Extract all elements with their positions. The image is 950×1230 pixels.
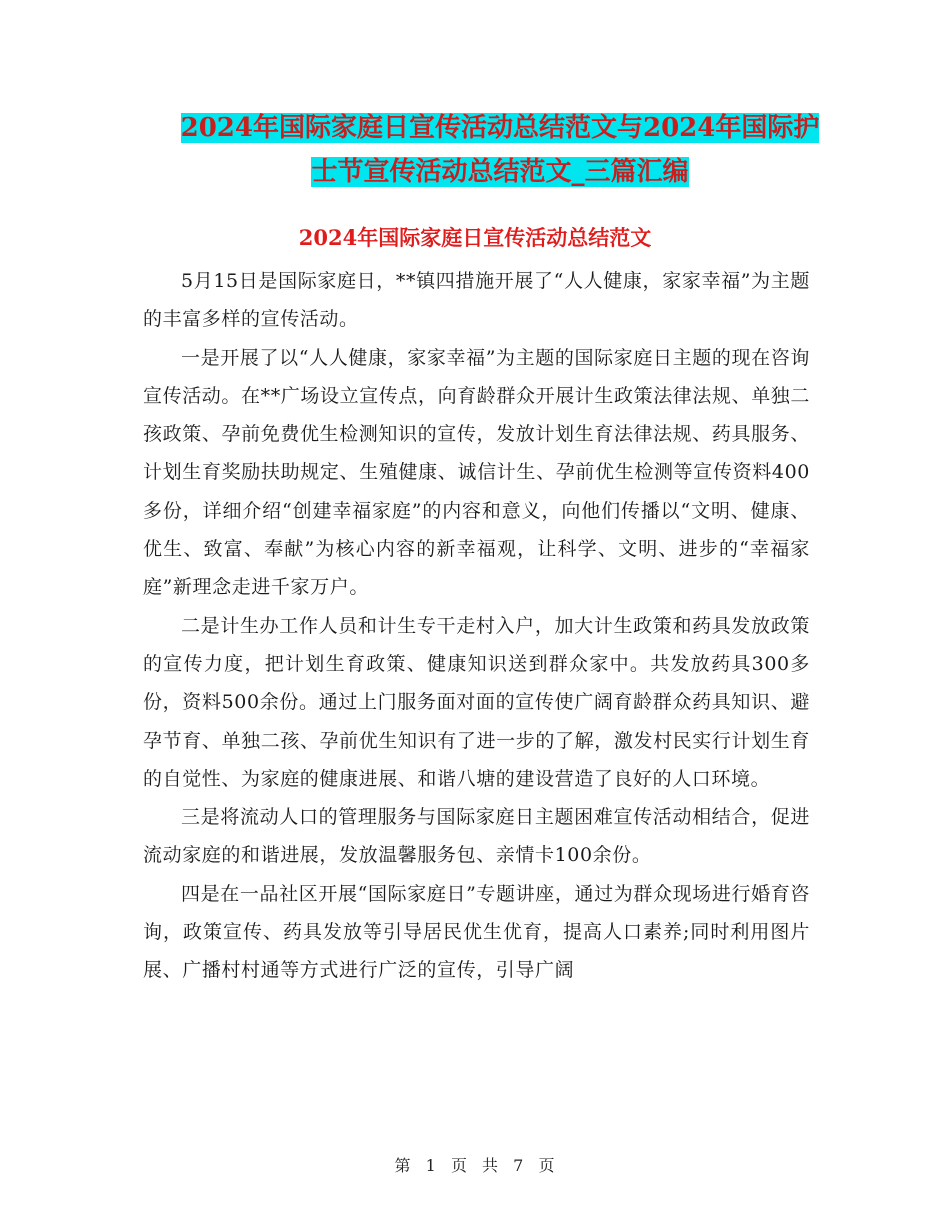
footer-suffix: 页 bbox=[538, 1156, 556, 1175]
footer-total-prefix: 共 bbox=[482, 1156, 500, 1175]
paragraph-4: 三是将流动人口的管理服务与国际家庭日主题困难宣传活动相结合，促进流动家庭的和谐进展，发放温馨服务包、亲情卡100余份。 bbox=[143, 806, 810, 867]
footer-page-current: 1 bbox=[425, 1156, 437, 1175]
document-title-line-2: 士节宣传活动总结范文_三篇汇编 bbox=[311, 157, 689, 187]
document-title-line-1: 2024年国际家庭日宣传活动总结范文与2024年国际护 bbox=[180, 113, 820, 143]
paragraph-3: 二是计生办工作人员和计生专干走村入户，加大计生政策和药具发放政策的宣传力度，把计划生育政策、健康知识送到群众家中。共发放药具300多份，资料500余份。通过上门服务面对面的宣传使广阔育龄群众药具知识、避孕节育、单独二孩、孕前优生知识有了进一步的了解，激发村民实行计划生育的自觉性、为家庭的健康进展、和谐八塘的建设营造了良好的人口环境。 bbox=[143, 614, 810, 790]
paragraph-5: 四是在一品社区开展“国际家庭日”专题讲座，通过为群众现场进行婚育咨询，政策宣传、药具发放等引导居民优生优育，提高人口素养;同时利用图片展、广播村村通等方式进行广泛的宣传，引导广阔 bbox=[143, 882, 810, 982]
paragraph-2: 一是开展了以“人人健康，家家幸福”为主题的国际家庭日主题的现在咨询宣传活动。在**广场设立宣传点，向育龄群众开展计生政策法律法规、单独二孩政策、孕前免费优生检测知识的宣传，发放计划生育法律法规、药具服务、计划生育奖励扶助规定、生殖健康、诚信计生、孕前优生检测等宣传资料400多份，详细介绍“创建幸福家庭”的内容和意义，向他们传播以“文明、健康、优生、致富、奉献”为核心内容的新幸福观，让科学、文明、进步的“幸福家庭”新理念走进千家万户。 bbox=[143, 346, 811, 599]
footer-page-total: 7 bbox=[513, 1156, 525, 1175]
page-footer bbox=[0, 1153, 950, 1176]
document-body bbox=[143, 262, 810, 990]
paragraph-1: 5月15日是国际家庭日，**镇四措施开展了“人人健康，家家幸福”为主题的丰富多样的宣传活动。 bbox=[143, 270, 810, 331]
footer-page-mid: 页 bbox=[450, 1156, 468, 1175]
document-title bbox=[140, 106, 860, 194]
section-title: 2024年国际家庭日宣传活动总结范文 bbox=[298, 225, 652, 250]
footer-prefix: 第 bbox=[394, 1156, 412, 1175]
